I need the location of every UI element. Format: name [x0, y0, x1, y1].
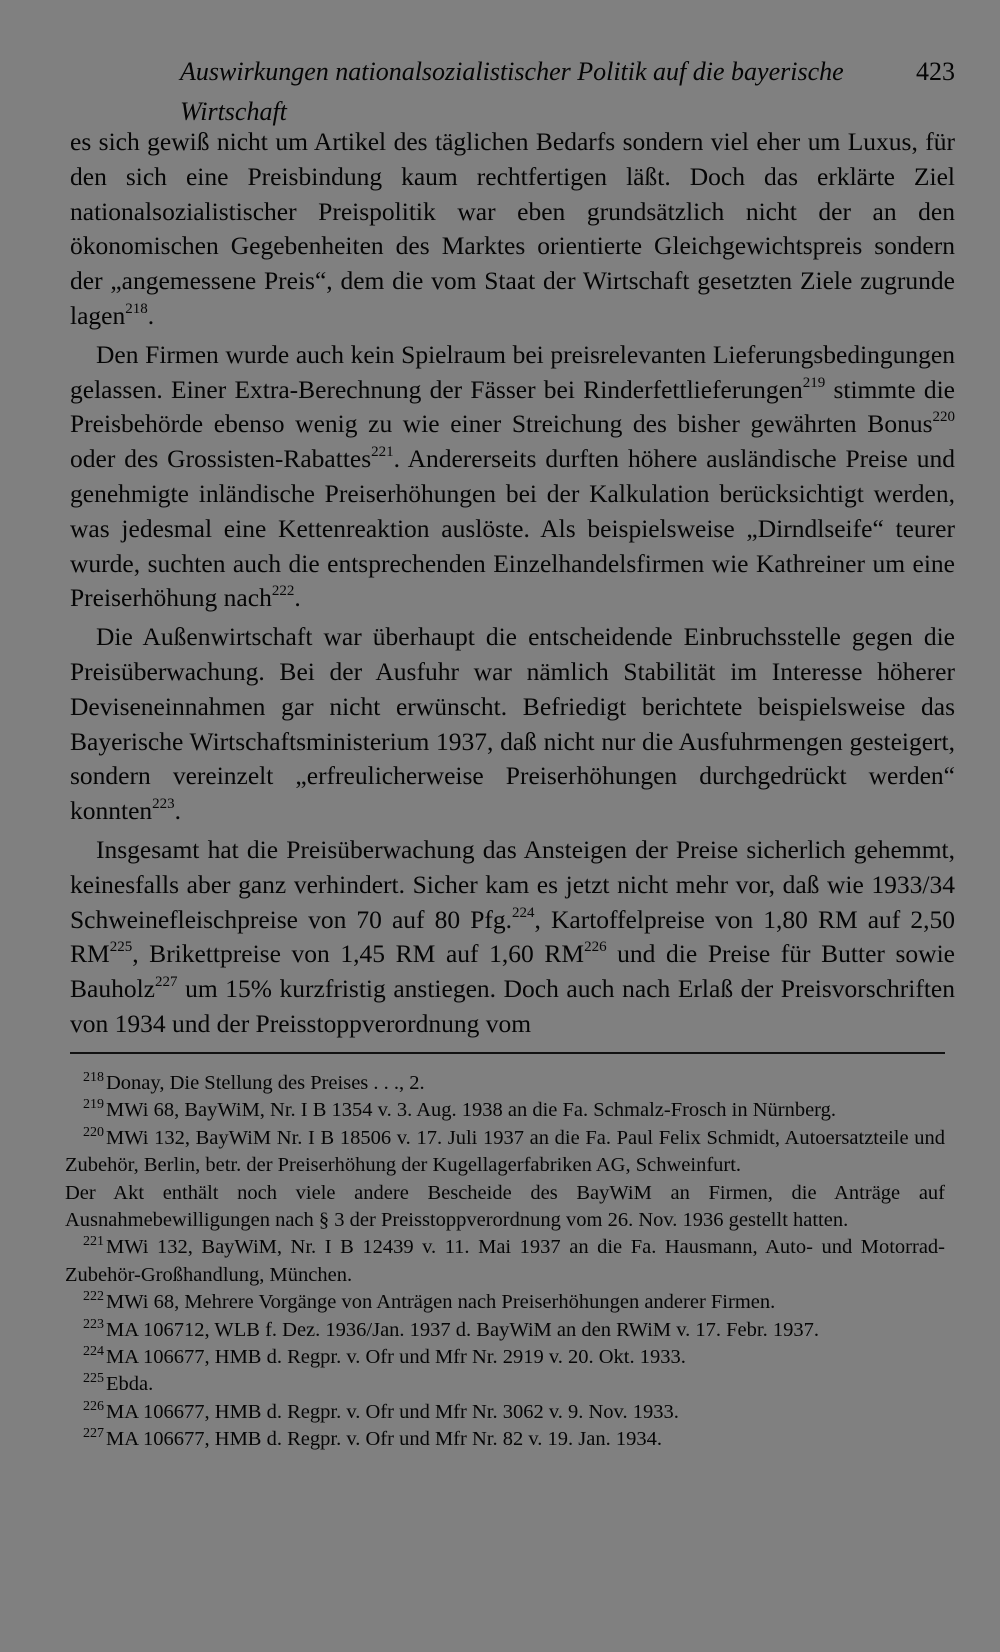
footnote-divider [70, 1052, 945, 1054]
footnote-text: Donay, Die Stellung des Preises . . ., 2. [106, 1072, 425, 1094]
footnote [65, 1289, 945, 1316]
text-run: . [294, 583, 301, 613]
paragraph-1 [70, 125, 955, 334]
running-title: Auswirkungen nationalsozialistischer Politik auf die bayerische Wirtschaft [180, 57, 844, 126]
footnote-ref: 222 [271, 583, 295, 600]
footnote-ref: 225 [109, 939, 133, 956]
footnote-ref: 218 [125, 300, 148, 317]
footnote-text: MA 106677, HMB d. Regpr. v. Ofr und Mfr Nr. 2919 v. 20. Okt. 1933. [106, 1346, 686, 1369]
text-run: Insgesamt hat die Preisüberwachung das Ansteigen der Preise sicherlich gehemmt, keinesfalls aber ganz verhindert. Sicher kam es jetzt nicht mehr vor, daß wie 1933/34 Schweinefleischpreise von 70 auf 80 Pfg. [70, 834, 955, 934]
running-header [70, 52, 955, 126]
paragraph-4 [70, 833, 955, 1042]
footnote-number: 219 [83, 1097, 104, 1113]
footnote [65, 1070, 945, 1097]
footnote-number: 221 [83, 1234, 104, 1250]
text-run: um 15% kurzfristig anstiegen. Doch auch nach Erlaß der Preisvorschriften von 1934 und der Preisstoppverordnung vom [70, 974, 955, 1038]
footnote-number: 218 [83, 1070, 104, 1085]
footnote-text: MWi 68, BayWiM, Nr. I B 1354 v. 3. Aug. 1938 an die Fa. Schmalz-Frosch in Nürnberg. [106, 1099, 837, 1122]
footnote-text: Ebda. [106, 1373, 154, 1396]
footnote-number: 225 [83, 1371, 104, 1387]
footnote-text: MA 106712, WLB f. Dez. 1936/Jan. 1937 d. BayWiM an den RWiM v. 17. Febr. 1937. [106, 1318, 819, 1341]
paragraph-2 [70, 338, 955, 616]
footnote-number: 223 [83, 1316, 104, 1332]
footnote-ref: 224 [512, 904, 535, 921]
text-run: . [147, 300, 155, 330]
footnote-ref: 226 [584, 939, 607, 956]
footnote-ref: 221 [371, 444, 394, 461]
footnote [65, 1371, 945, 1398]
text-run: . [174, 796, 182, 826]
footnote-ref: 227 [154, 974, 178, 991]
footnote-text: MA 106677, HMB d. Regpr. v. Ofr und Mfr Nr. 3062 v. 9. Nov. 1933. [106, 1400, 679, 1423]
footnote [65, 1399, 945, 1426]
page-number: 423 [916, 57, 955, 86]
text-run: oder des Grossisten-Rabattes [70, 444, 372, 474]
footnotes [65, 1070, 945, 1454]
footnote-text: Der Akt enthält noch viele andere Bescheide des BayWiM an Firmen, die Anträge auf Ausnahmebewilligungen nach § 3 der Preisstoppverordnung vom 26. Nov. 1936 gestellt hatten. [65, 1181, 945, 1232]
footnote-text: MWi 132, BayWiM Nr. I B 18506 v. 17. Juli 1937 an die Fa. Paul Felix Schmidt, Autoersatzteile und Zubehör, Berlin, betr. der Preiserhöhung der Kugellagerfabriken AG, Schweinfurt. [65, 1126, 945, 1177]
text-run: Den Firmen wurde auch kein Spielraum bei preisrelevanten Lieferungsbedingungen gelassen. Einer Extra-Berechnung der Fässer bei Rinderfettlieferungen [70, 339, 955, 404]
footnote [65, 1344, 945, 1371]
text-run: Die Außenwirtschaft war überhaupt die entscheidende Einbruchsstelle gegen die Preisüberwachung. Bei der Ausfuhr war nämlich Stabilität im Interesse höherer Deviseneinnahmen gar nicht erwünscht. Befriedigt berichtete beispielsweise das Bayerische Wirtschaftsministerium 1937, daß nicht nur die Ausfuhrmengen gesteigert, sondern vereinzelt „erfreulicherweise Preiserhöhungen durchgedrückt werden“ konnten [70, 622, 955, 826]
text-run: und die Preise für Butter sowie Bauholz [70, 939, 955, 1004]
text-run: . Andererseits durften höhere ausländische Preise und genehmigte inländische Preiserhöhungen bei der Kalkulation berücksichtigt werden, was jedesmal eine Kettenreaktion auslöste. Als beispielsweise „Dirndlseife“ teurer wurde, suchten auch die entsprechenden Einzelhandelsfirmen wie Kathreiner um eine Preiserhöhung nach [70, 444, 956, 613]
footnote [65, 1317, 945, 1344]
footnote [65, 1426, 945, 1453]
footnote-number: 226 [83, 1398, 104, 1414]
body-text [70, 125, 955, 1042]
footnote-number: 227 [83, 1426, 104, 1442]
footnote-text: MWi 68, Mehrere Vorgänge von Anträgen nach Preiserhöhungen anderer Firmen. [106, 1291, 776, 1314]
footnote-text: MA 106677, HMB d. Regpr. v. Ofr und Mfr Nr. 82 v. 19. Jan. 1934. [106, 1428, 662, 1451]
footnote-ref: 223 [152, 796, 175, 813]
text-run: stimmte die Preisbehörde ebenso wenig zu wie einer Streichung des bisher gewährten Bonus [70, 374, 955, 439]
footnote [65, 1234, 945, 1289]
footnote-text: MWi 132, BayWiM, Nr. I B 12439 v. 11. Mai 1937 an die Fa. Hausmann, Auto- und Motorrad-Zubehör-Großhandlung, München. [65, 1236, 945, 1286]
paragraph-3 [70, 620, 955, 829]
text-run: es sich gewiß nicht um Artikel des täglichen Bedarfs sondern viel eher um Luxus, für den sich eine Preisbindung kaum rechtfertigen läßt. Doch das erklärte Ziel nationalsozialistischer Preispolitik war eben grundsätzlich nicht der an den ökonomischen Gegebenheiten des Marktes orientierte Gleichgewichtspreis sondern der „angemessene Preis“, dem die vom Staat der Wirtschaft gesetzten Ziele zugrunde lagen [70, 127, 955, 330]
footnote [65, 1097, 945, 1124]
footnote [65, 1125, 945, 1180]
footnote-continuation [65, 1180, 945, 1235]
footnote-number: 222 [83, 1289, 104, 1305]
footnote-number: 220 [83, 1124, 104, 1140]
footnote-ref: 219 [802, 374, 826, 391]
footnote-ref: 220 [932, 409, 955, 426]
footnote-number: 224 [83, 1344, 104, 1360]
text-run: , Kartoffelpreise von 1,80 RM auf 2,50 RM [70, 904, 955, 969]
text-run: , Brikettpreise von 1,45 RM auf 1,60 RM [132, 939, 585, 969]
